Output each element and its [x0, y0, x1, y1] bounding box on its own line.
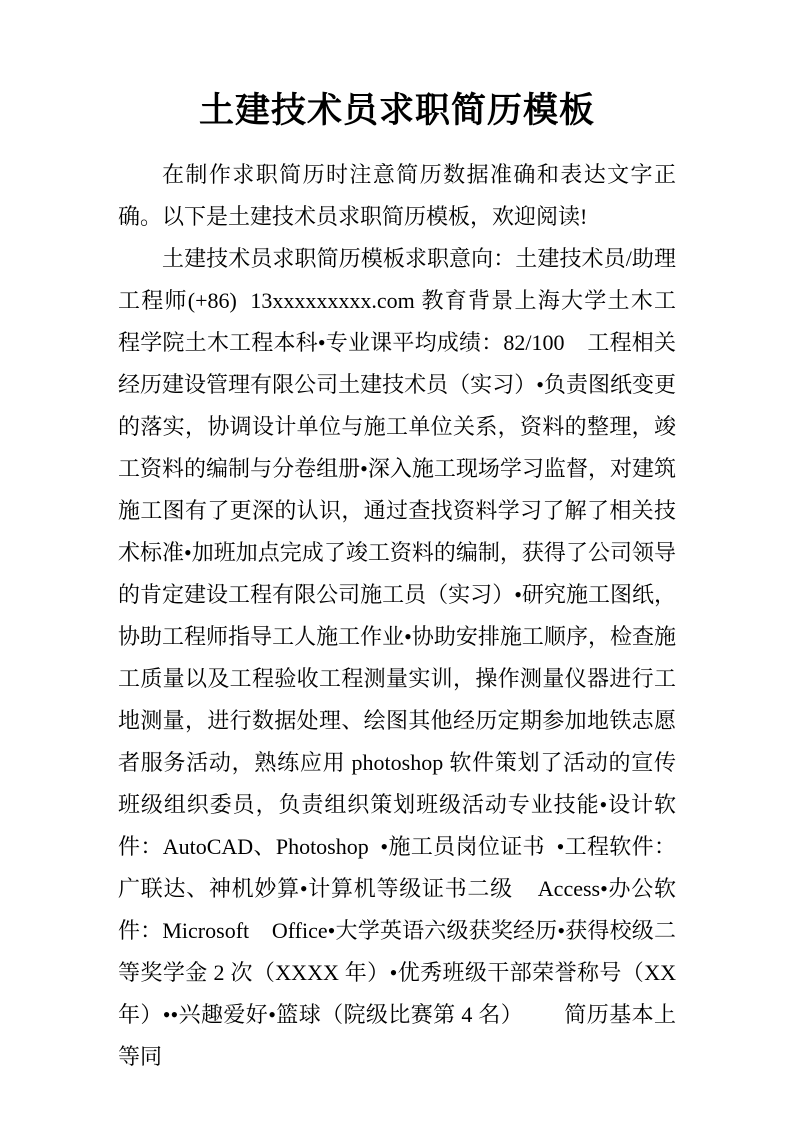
intro-paragraph: 在制作求职简历时注意简历数据准确和表达文字正确。以下是土建技术员求职简历模板，欢迎阅读! [118, 162, 676, 229]
document-title: 土建技术员求职简历模板 [198, 91, 595, 130]
body-paragraph: 土建技术员求职简历模板求职意向：土建技术员/助理工程师(+86) 13xxxxxxxxx.com 教育背景上海大学土木工程学院土木工程本科•专业课平均成绩：82/100 工程相关经历建设管理有限公司土建技术员（实习）•负责图纸变更的落实，协调设计单位与施工单位关系，资料的整理，竣工资料的编制与分卷组册•深入施工现场学习监督，对建筑施工图有了更深的认识，通过查找资料学习了解了相关技术标准•加班加点完成了竣工资料的编制，获得了公司领导的肯定建设工程有限公司施工员（实习）•研究施工图纸，协助工程师指导工人施工作业•协助安排施工顺序，检查施工质量以及工程验收工程测量实训，操作测量仪器进行工地测量，进行数据处理、绘图其他经历定期参加地铁志愿者服务活动，熟练应用 photoshop 软件策划了活动的宣传班级组织委员，负责组织策划班级活动专业技能•设计软件：AutoCAD、Photoshop •施工员岗位证书 •工程软件：广联达、神机妙算•计算机等级证书二级 Access•办公软件：Microsoft Office•大学英语六级获奖经历•获得校级二等奖学金 2 次（XXXX 年）•优秀班级干部荣誉称号（XX 年）••兴趣爱好•篮球（院级比赛第 4 名） 简历基本上等同 [118, 246, 682, 1069]
